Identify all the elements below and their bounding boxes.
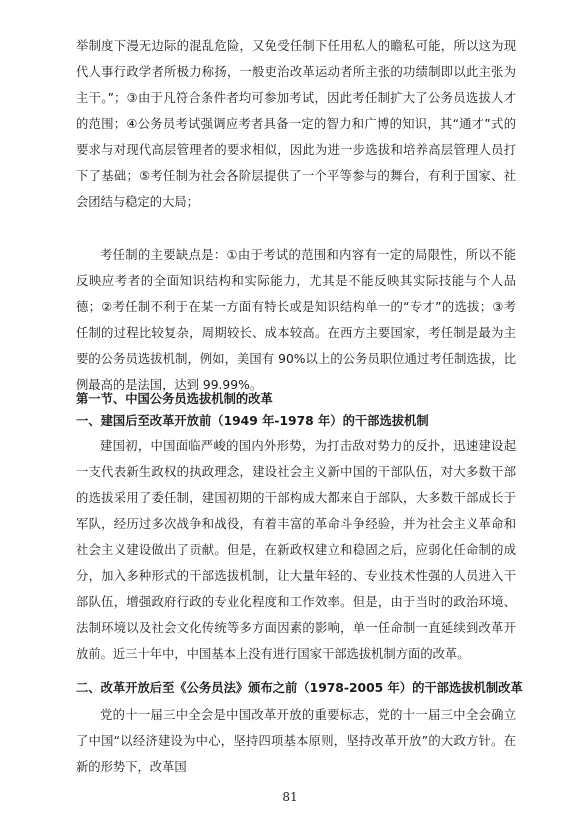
section-heading: 第一节、中国公务员选拔机制的改革	[76, 392, 273, 406]
paragraph-reform-period: 党的十一届三中全会是中国改革开放的重要标志，党的十一届三中全会确立了中国“以经济建设为中心，坚持四项基本原则，坚持改革开放”的大政方针。在新的形势下，改革国	[76, 708, 516, 774]
subsection-heading-1949-1978: 一、建国后至改革开放前（1949 年-1978 年）的干部选拔机制	[76, 414, 429, 428]
paragraph-exam-advantages: 举制度下漫无边际的混乱危险，又免受任制下任用私人的瞻私可能，所以这为现代人事行政学者所极力称扬，一般吏治改革运动者所主张的功绩制即以此主张为主干。”；③由于凡符合条件者均可参加考试，因此考任制扩大了公务员选拔人才的范围；④公务员考试强调应考者具备一定的智力和广博的知识，其“通才”式的要求与对现代高层管理者的要求相似，因此为进一步选拔和培养高层管理人员打下了基础；⑤考任制为社会各阶层提供了一个平等参与的舞台，有利于国家、社会团结与稳定的大局；	[76, 39, 516, 209]
paragraph-early-period: 建国初，中国面临严峻的国内外形势，为打击敌对势力的反扑，迅速建设起一支代表新生政权的执政理念，建设社会主义新中国的干部队伍，对大多数干部的选拔采用了委任制，建国初期的干部构成大都来自于部队，大多数干部成长于军队，经历过多次战争和战役，有着丰富的革命斗争经验，并为社会主义革命和社会主义建设做出了贡献。但是，在新政权建立和稳固之后，应弱化任命制的成分，加入多种形式的干部选拔机制，让大量年轻的、专业技术性强的人员进入干部队伍，增强政府行政的专业化程度和工作效率。但是，由于当时的政治环境、法制环境以及社会文化传统等多方面因素的影响，单一任命制一直延续到改革开放前。近三十年中，中国基本上没有进行国家干部选拔机制方面的改革。	[76, 439, 516, 661]
page-number: 81	[282, 790, 298, 804]
subsection-heading-1978-2005: 二、改革开放后至《公务员法》颁布之前（1978-2005 年）的干部选拔机制改革	[76, 681, 523, 695]
paragraph-exam-disadvantages: 考任制的主要缺点是：①由于考试的范围和内容有一定的局限性，所以不能反映应考者的全面知识结构和实际能力，尤其是不能反映其实际技能与个人品德；②考任制不利于在某一方面有特长或是知识结构单一的“专才”的选拔；③考任制的过程比较复杂，周期较长、成本较高。在西方主要国家，考任制是最为主要的公务员选拔机制，例如，美国有 90%以上的公务员职位通过考任制选拔，比例最高的是法国，达到 99.99%。	[76, 248, 516, 392]
